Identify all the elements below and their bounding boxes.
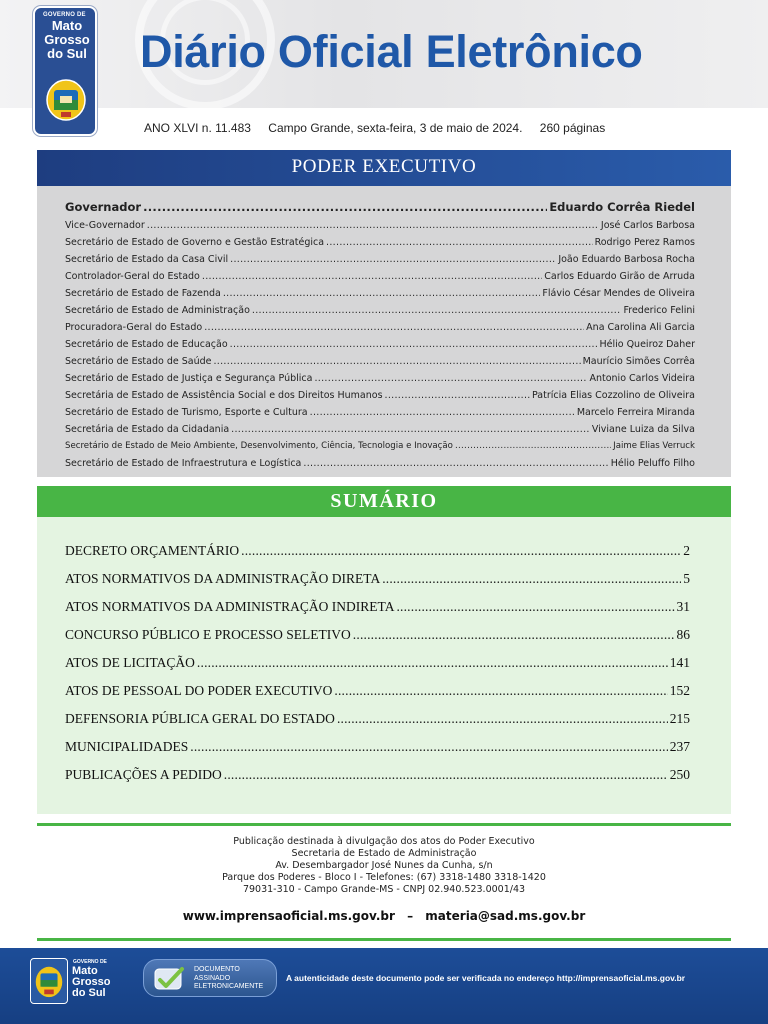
document-header: [0, 0, 768, 145]
summary-item-label: ATOS DE PESSOAL DO PODER EXECUTIVO: [65, 683, 333, 698]
dot-leader: [202, 271, 542, 282]
official-name: Hélio Queiroz Daher: [599, 339, 695, 350]
official-row: [65, 305, 695, 316]
official-name: Ana Carolina Ali Garcia: [586, 322, 695, 333]
publication-info-line: Av. Desembargador José Nunes da Cunha, s/n: [275, 860, 493, 871]
official-role: Secretária de Estado de Assistência Social e dos Direitos Humanos: [65, 390, 383, 401]
issue-number: ANO XLVI n. 11.483: [144, 121, 251, 135]
publication-info-line: 79031-310 - Campo Grande-MS - CNPJ 02.940.523.0001/43: [242, 884, 526, 895]
publication-info-line: Publicação destinada à divulgação dos atos do Poder Executivo: [233, 836, 535, 847]
official-name: Carlos Eduardo Girão de Arruda: [544, 271, 695, 282]
authenticity-notice: A autenticidade deste documento pode ser verificada no endereço http://imprensaoficial.ms.gov.br: [286, 973, 686, 983]
dot-leader: [252, 305, 622, 316]
dot-leader: [382, 571, 681, 587]
summary-item-label: CONCURSO PÚBLICO E PROCESSO SELETIVO: [65, 627, 351, 642]
publication-info-line: Secretaria de Estado de Administração: [291, 848, 477, 859]
dot-leader: [204, 322, 584, 333]
official-row: [65, 288, 695, 299]
summary-item-label: ATOS NORMATIVOS DA ADMINISTRAÇÃO DIRETA: [65, 571, 381, 586]
logo-state-name: Mato Grosso do Sul: [44, 18, 90, 61]
summary-item[interactable]: [65, 683, 690, 699]
official-name: Frederico Felini: [623, 305, 695, 316]
summary-item[interactable]: [65, 571, 690, 587]
official-name: Hélio Peluffo Filho: [610, 458, 695, 469]
dot-leader: [314, 373, 587, 384]
official-role: Controlador-Geral do Estado: [65, 271, 200, 282]
page-title: Diário Oficial Eletrônico: [140, 26, 643, 77]
official-name: Flávio César Mendes de Oliveira: [542, 288, 695, 299]
summary-item-label: DECRETO ORÇAMENTÁRIO: [65, 543, 240, 558]
official-row: [65, 390, 695, 401]
official-row: [65, 356, 695, 367]
dot-leader: [147, 220, 599, 231]
issue-page-count: 260 páginas: [539, 121, 606, 135]
logo-government-label: GOVERNO DE: [43, 12, 86, 18]
official-name: José Carlos Barbosa: [600, 220, 695, 231]
executive-section-title: PODER EXECUTIVO: [291, 156, 477, 177]
summary-item-page: 237: [669, 739, 690, 754]
summary-header: [37, 486, 731, 517]
dot-leader: [197, 655, 668, 671]
official-role: Procuradora-Geral do Estado: [65, 322, 203, 333]
dot-leader: [310, 407, 575, 418]
dot-leader: [230, 254, 556, 265]
summary-item-label: ATOS DE LICITAÇÃO: [65, 655, 195, 670]
official-role: Secretário de Estado de Justiça e Segurança Pública: [65, 373, 313, 384]
divider-top: [37, 823, 731, 826]
summary-item-label: ATOS NORMATIVOS DA ADMINISTRAÇÃO INDIRETA: [65, 599, 395, 614]
official-role: Secretário de Estado de Turismo, Esporte e Cultura: [65, 407, 308, 418]
summary-item-page: 31: [676, 599, 690, 614]
badge-text: DOCUMENTO ASSINADO ELETRONICAMENTE: [194, 966, 264, 990]
dot-leader: [396, 599, 674, 615]
website-link[interactable]: www.imprensaoficial.ms.gov.br: [182, 909, 395, 923]
coat-of-arms-icon: [45, 78, 87, 122]
dot-leader: [303, 458, 608, 469]
signed-document-badge: [143, 959, 277, 997]
summary-item[interactable]: [65, 543, 690, 559]
official-name: Viviane Luiza da Silva: [591, 424, 695, 435]
official-name: Rodrigo Perez Ramos: [594, 237, 695, 248]
footer-logo-government-label: GOVERNO DE: [73, 959, 107, 965]
official-role: Secretário de Estado de Administração: [65, 305, 250, 316]
summary-item[interactable]: [65, 599, 690, 615]
officials-list: [37, 186, 731, 477]
publication-info: [0, 836, 768, 896]
official-name: Marcelo Ferreira Miranda: [576, 407, 695, 418]
official-row: [65, 220, 695, 231]
official-role: Secretário de Estado da Casa Civil: [65, 254, 229, 265]
official-role: Secretário de Estado de Fazenda: [65, 288, 221, 299]
official-row: [65, 271, 695, 282]
dot-leader: [190, 739, 667, 755]
dot-leader: [334, 683, 667, 699]
summary-item-page: 152: [669, 683, 690, 698]
state-logo: [33, 6, 97, 136]
dot-leader: [143, 200, 547, 214]
official-role: Secretário de Estado de Infraestrutura e Logística: [65, 458, 302, 469]
dot-leader: [230, 339, 598, 350]
official-row: [65, 237, 695, 248]
official-name: Antonio Carlos Videira: [589, 373, 695, 384]
footer-logo-state-name: Mato Grosso do Sul: [72, 965, 111, 999]
official-role: Governador: [65, 200, 142, 214]
summary-item[interactable]: [65, 711, 690, 727]
summary-item-page: 5: [683, 571, 690, 586]
footer-state-logo: [30, 956, 126, 1008]
official-row: [65, 373, 695, 384]
signed-document-check-icon: [152, 965, 188, 993]
official-role: Secretário de Estado de Educação: [65, 339, 228, 350]
official-role: Secretário de Estado de Meio Ambiente, Desenvolvimento, Ciência, Tecnologia e Inovação: [65, 441, 453, 451]
divider-bottom: [37, 938, 731, 941]
dot-leader: [231, 424, 590, 435]
dot-leader: [455, 441, 611, 451]
issue-info: [144, 121, 619, 135]
summary-item[interactable]: [65, 767, 690, 783]
coat-of-arms-icon: [30, 958, 68, 1004]
dot-leader: [385, 390, 530, 401]
official-name: Patrícia Elias Cozzolino de Oliveira: [531, 390, 695, 401]
dot-leader: [213, 356, 580, 367]
summary-item-label: PUBLICAÇÕES A PEDIDO: [65, 767, 222, 782]
official-role: Secretário de Estado de Governo e Gestão Estratégica: [65, 237, 325, 248]
official-row: [65, 407, 695, 418]
official-role: Vice-Governador: [65, 220, 145, 231]
summary-item-page: 250: [669, 767, 690, 782]
governor-row: [65, 200, 695, 214]
contact-links: [0, 909, 768, 923]
summary-title: SUMÁRIO: [330, 490, 438, 512]
summary-item-page: 215: [669, 711, 690, 726]
issue-place-date: Campo Grande, sexta-feira, 3 de maio de 2024.: [268, 121, 523, 135]
summary-item-label: MUNICIPALIDADES: [65, 739, 189, 754]
dot-leader: [326, 237, 593, 248]
official-row: [65, 458, 695, 469]
summary-item-page: 86: [676, 627, 690, 642]
official-row: [65, 441, 695, 451]
summary-item-label: DEFENSORIA PÚBLICA GERAL DO ESTADO: [65, 711, 335, 726]
official-name: João Eduardo Barbosa Rocha: [558, 254, 695, 265]
official-role: Secretária de Estado da Cidadania: [65, 424, 230, 435]
link-separator: –: [407, 909, 414, 923]
dot-leader: [241, 543, 681, 559]
executive-section-header: [37, 150, 731, 186]
official-row: [65, 254, 695, 265]
summary-item-page: 2: [683, 543, 690, 558]
dot-leader: [353, 627, 675, 643]
summary-item[interactable]: [65, 739, 690, 755]
email-link[interactable]: materia@sad.ms.gov.br: [425, 909, 586, 923]
official-row: [65, 424, 695, 435]
summary-list: [37, 517, 731, 814]
official-name: Eduardo Corrêa Riedel: [549, 200, 695, 214]
official-row: [65, 339, 695, 350]
footer-band: [0, 948, 768, 1024]
official-row: [65, 322, 695, 333]
official-name: Maurício Simões Corrêa: [582, 356, 695, 367]
summary-item[interactable]: [65, 655, 690, 671]
dot-leader: [224, 767, 668, 783]
dot-leader: [223, 288, 541, 299]
dot-leader: [337, 711, 668, 727]
summary-item[interactable]: [65, 627, 690, 643]
publication-info-line: Parque dos Poderes - Bloco I - Telefones: (67) 3318-1480 3318-1420: [222, 872, 546, 883]
summary-item-page: 141: [669, 655, 690, 670]
official-role: Secretário de Estado de Saúde: [65, 356, 212, 367]
official-name: Jaime Elias Verruck: [613, 441, 695, 451]
